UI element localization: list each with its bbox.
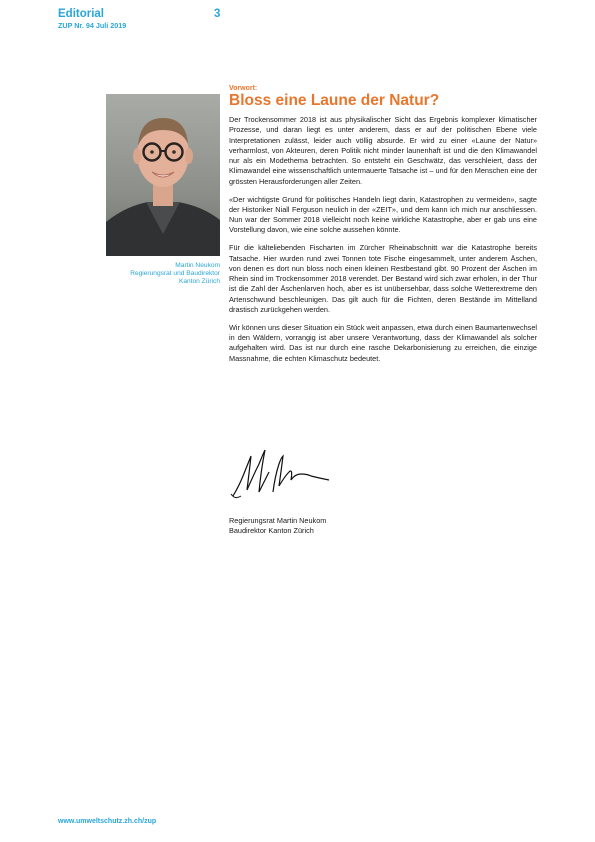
article-body <box>229 115 537 372</box>
section-title: Editorial <box>58 8 105 20</box>
signoff-name: Regierungsrat Martin Neukom <box>229 516 327 525</box>
page-number: 3 <box>214 8 221 20</box>
author-photo <box>106 94 220 256</box>
caption-name: Martin Neukom <box>175 262 220 269</box>
article-title: Bloss eine Laune der Natur? <box>229 92 440 109</box>
author-caption <box>100 262 220 286</box>
article-kicker: Vorwort: <box>229 85 258 92</box>
paragraph: Der Trockensommer 2018 ist aus physikalischer Sicht das Ergebnis komplexer klimatischer Prozesse, und daran liegt es unter anderem, dass er auf der politischen Ebene viele Interpretationen zulässt, leider auch völlig absurde. Er wird zu einer «Laune der Natur» verharmlost, von Akteuren, deren Politik nicht minder launenhaft ist und die den Klimawandel nur als ein Modethema betrachten. So entsteht ein Geschwätz, das verschleiert, dass der Klimawandel eine wissenschaftlich untermauerte Tatsache ist – und für den Menschen eine der grössten Herausforderungen aller Zeiten. <box>229 115 537 186</box>
caption-role: Regierungsrat und Baudirektor <box>130 270 220 277</box>
signoff-title: Baudirektor Kanton Zürich <box>229 526 314 536</box>
paragraph: Wir können uns dieser Situation ein Stück weit anpassen, etwa durch einen Baumartenwechsel in den Wäldern, vorrangig ist aber unsere Verantwortung, dass der Klimawandel als solcher aufgehalten wird. Das ist nur durch eine rasche Dekarbonisierung zu erreichen, die einzige Massnahme, die echten Klimaschutz bedeutet. <box>229 322 537 363</box>
signoff <box>229 516 326 537</box>
issue-label: ZUP Nr. 94 Juli 2019 <box>58 21 127 30</box>
caption-canton: Kanton Zürich <box>178 278 220 285</box>
paragraph: «Der wichtigste Grund für politisches Handeln liegt darin, Katastrophen zu vermeiden», sagte der Historiker Niall Ferguson neulich in der «ZEIT», und dem kann ich mich nur anschliessen. Nun war der Sommer 2018 vielleicht noch keine wirkliche Katastrophe, aber er gab uns eine Vorstellung davon, wie eine solche aussehen könnte. <box>229 194 537 235</box>
signature-image <box>229 446 339 506</box>
footer-link[interactable]: www.umweltschutz.zh.ch/zup <box>58 818 157 825</box>
paragraph: Für die kälteliebenden Fischarten im Zürcher Rheinabschnitt war die Katastrophe bereits Tatsache. Hier wurden rund zwei Tonnen tote Fische eingesammelt, unter anderem Äschen, von denen es dort nun bloss noch einen kleinen Restbestand gibt. 90 Prozent der Äschen im Rhein sind im Trockensommer 2018 verendet. Der Bestand wird sich zwar erholen, in der Thur ist die Zahl der Äschenlarven hoch, aber es ist unübersehbar, dass solche Wetterextreme den Artenschwund beschleunigen. Das gilt auch für die Fichten, deren Bestände im Mittelland drastisch zurückgehen werden. <box>229 243 537 315</box>
